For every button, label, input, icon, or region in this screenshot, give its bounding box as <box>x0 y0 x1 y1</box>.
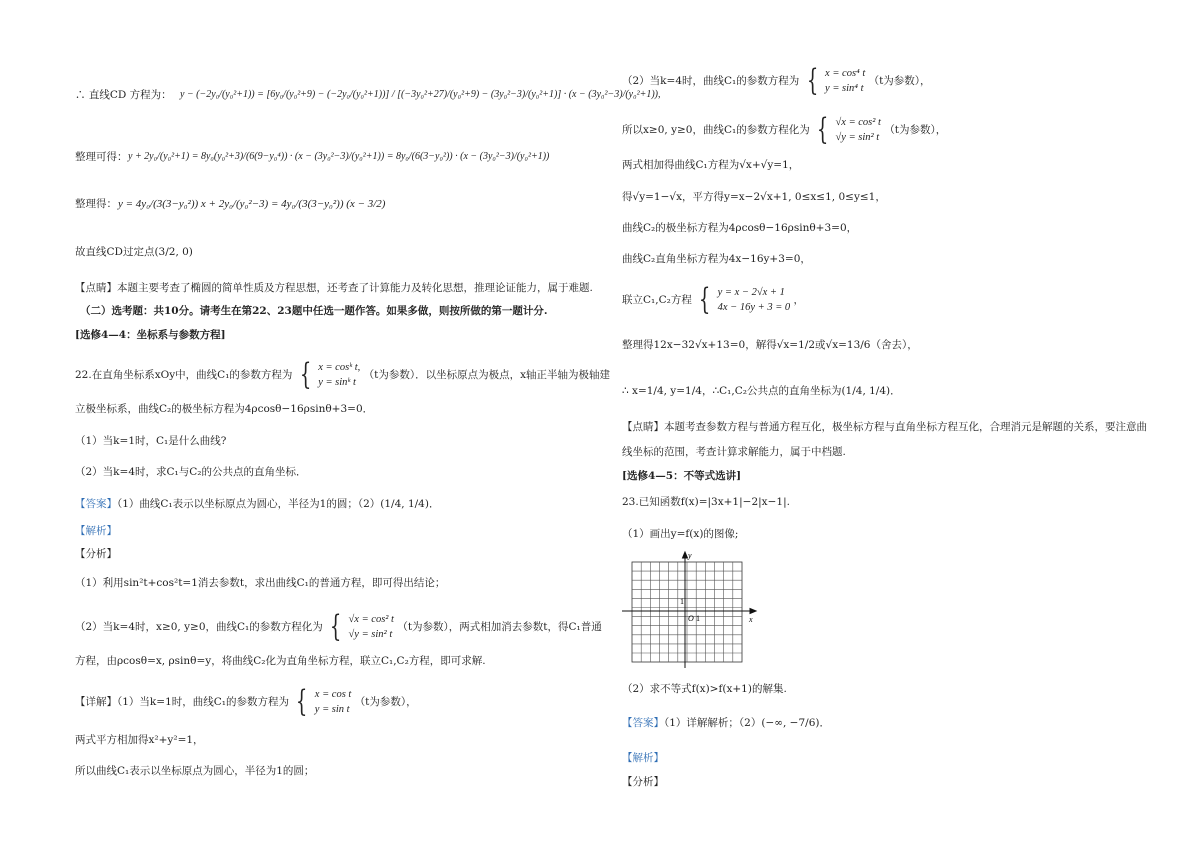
detail-part1-b: （t为参数）， <box>354 696 417 708</box>
brace-icon: { <box>806 63 818 98</box>
q23-part1: （1）画出y=f(x)的图像; <box>622 528 739 540</box>
q23-stem: 23.已知函数f(x)=|3x+1|−2|x−1|. <box>622 496 790 508</box>
r-solve-sqrt: 整理得12x−32√x+13=0，解得√x=1/2或√x=13/6（舍去）， <box>622 339 918 351</box>
y-arrow-icon <box>683 552 688 558</box>
q22-sys-row2: y = sinᵏ t <box>318 377 356 388</box>
r-transform-b: （t为参数）， <box>884 124 947 136</box>
brace-icon: { <box>816 112 829 147</box>
r-param-system-2 <box>836 115 881 145</box>
r-comment-1: 【点睛】本题考查参数方程与普通方程互化，极坐标方程与直角坐标方程互化，合理消元是解题的关系，要注意曲 <box>622 421 1147 433</box>
r-sys2-row1: √x = cos² t <box>835 117 881 128</box>
detail-part1 <box>75 684 417 719</box>
q22-stem-line2: 立极坐标系，曲线C₂的极坐标方程为4ρcosθ−16ρsinθ+3=0． <box>75 403 374 415</box>
r-part2-b: （t为参数）， <box>868 75 931 87</box>
r-simul-row1: y = x − 2√x + 1 <box>717 287 785 298</box>
q23-answer <box>622 716 830 730</box>
brace-icon: { <box>698 282 711 317</box>
r-simul-system <box>718 285 791 315</box>
r-simultaneous <box>622 282 805 317</box>
elective-section-heading: （二）选考题：共10分。请考生在第22、23题中任选一题作答。如果多做，则按所做的第一题计分. <box>80 305 548 317</box>
x-unit-label: 1 <box>696 614 700 623</box>
detail-sum-squares: 两式平方相加得x²+y²=1， <box>75 734 204 746</box>
axes <box>622 552 756 668</box>
r-sys2-row2: √y = sin² t <box>835 132 880 143</box>
r-simul-row2: 4x − 16y + 3 = 0 <box>717 302 791 313</box>
cd-line-equation: y − (−2y₀/(y₀²+1)) = [6y₀/(y₀²+9) − (−2y₀/(y₀²+1))] / [(−3y₀²+27)/(y₀²+9) − (3y₀²−3)/(y₀²+1)] · (x − (3y₀²−3)/(y₀²+1)), <box>180 89 661 100</box>
r-square-step: 得√y=1−√x，平方得y=x−2√x+1, 0≤x≤1, 0≤y≤1， <box>622 191 886 203</box>
q22-param-system <box>318 360 360 390</box>
r-sys1-row2: y = sin⁴ t <box>825 83 864 94</box>
x-arrow-icon <box>750 609 756 614</box>
q22-sys-row1: x = cosᵏ t, <box>318 362 361 373</box>
q22-part1: （1）当k=1时，C₁是什么曲线? <box>75 435 227 447</box>
q22-part2: （2）当k=4时，求C₁与C₂的公共点的直角坐标． <box>75 466 307 478</box>
y-unit-label: 1 <box>680 597 684 606</box>
grid-lines <box>632 562 742 662</box>
detail-part1-a: 【详解】（1）当k=1时，曲线C₁的参数方程为 <box>75 696 290 708</box>
r-sys1-row1: x = cos⁴ t <box>825 68 866 79</box>
answer-text: （1）曲线C₁表示以坐标原点为圆心，半径为1的圆；（2）(1/4, 1/4)． <box>117 498 440 510</box>
detail-sys-row2: y = sin t <box>314 704 350 715</box>
r-param-system-1 <box>825 66 865 96</box>
breakdown-part2-cont: 方程，由ρcosθ=x, ρsinθ=y，将曲线C₂化为直角坐标方程，联立C₁,C₂方程，即可求解. <box>75 655 486 667</box>
r-transform-a: 所以x≥0, y≥0，曲线C₁的参数方程化为 <box>622 124 810 136</box>
detail-circle-conclusion: 所以曲线C₁表示以坐标原点为圆心，半径为1的圆； <box>75 765 315 777</box>
simplify-equation-1: y + 2y₀/(y₀²+1) = 8y₀(y₀²+3)/(6(9−y₀⁴)) · (x − (3y₀²−3)/(y₀²+1)) = 8y₀/(6(3−y₀²)) · (x − (3y₀²−3)/(y₀²+1)) <box>128 151 550 162</box>
detail-sys-row1: x = cos t <box>314 689 352 700</box>
fixed-point-conclusion: 故直线CD过定点(3/2, 0) <box>75 246 193 258</box>
r-intersection: ∴ x=1/4, y=1/4，∴C₁,C₂公共点的直角坐标为(1/4, 1/4)． <box>622 385 901 397</box>
axis-x-label: x <box>749 615 753 624</box>
axis-y-label: y <box>688 551 692 560</box>
breakdown-tag: 【分析】 <box>75 548 117 560</box>
q22-answer <box>75 497 439 511</box>
r-part2-a: （2）当k=4时，曲线C₁的参数方程为 <box>622 75 800 87</box>
answer-tag: 【答案】 <box>622 717 664 729</box>
simplify-equation-2: y = 4y₀/(3(3−y₀²)) x + 2y₀/(y₀²−3) = 4y₀/(3(3−y₀²)) (x − 3/2) <box>118 198 386 210</box>
breakdown-part2-a: （2）当k=4时，x≥0, y≥0，曲线C₁的参数方程化为 <box>75 621 323 633</box>
breakdown-part2 <box>75 609 602 644</box>
origin-label: O <box>688 614 694 623</box>
r-simul-a: 联立C₁,C₂方程 <box>622 294 692 306</box>
detail-param-system <box>315 687 352 717</box>
simplify-label-2: 整理得： <box>75 198 117 210</box>
brace-icon: { <box>299 357 312 392</box>
breakdown-part1: （1）利用sin²t+cos²t=1消去参数t，求出曲线C₁的普通方程，即可得出结论； <box>75 577 446 589</box>
q22-stem-b: （t为参数）．以坐标原点为极点，x轴正半轴为极轴建 <box>363 369 611 381</box>
simplify-label-1: 整理可得： <box>75 151 128 163</box>
r-comment-2: 线坐标的范围，考查计算求解能力，属于中档题. <box>622 446 846 458</box>
q23-part2: （2）求不等式f(x)>f(x+1)的解集. <box>622 683 787 695</box>
breakdown-sys-row2: √y = sin² t <box>348 629 393 640</box>
brace-icon: { <box>296 684 308 719</box>
answer-text: （1）详解解析；（2）(−∞, −7/6)． <box>664 717 830 729</box>
r-simul-b: ， <box>793 294 805 306</box>
r-add-equations: 两式相加得曲线C₁方程为√x+√y=1， <box>622 159 800 171</box>
r-part2-param <box>622 63 931 98</box>
elective-45-heading: [选修4—5：不等式选讲] <box>622 470 742 482</box>
breakdown-param-system <box>349 612 394 642</box>
cd-line-label: ∴ 直线CD 方程为： <box>75 89 172 101</box>
q22-stem-a: 22.在直角坐标系xOy中，曲线C₁的参数方程为 <box>75 369 293 381</box>
r-c2-cartesian: 曲线C₂直角坐标方程为4x−16y+3=0， <box>622 253 811 265</box>
answer-tag: 【答案】 <box>75 498 117 510</box>
r-c2-polar: 曲线C₂的极坐标方程为4ρcosθ−16ρsinθ+3=0， <box>622 222 858 234</box>
r-param-transform <box>622 112 947 147</box>
brace-icon: { <box>329 609 342 644</box>
analysis-tag: 【解析】 <box>75 525 117 537</box>
q22-stem-line1 <box>75 357 611 392</box>
comment-ellipse: 【点睛】本题主要考查了椭圆的简单性质及方程思想，还考查了计算能力及转化思想，推理论证能力，属于难题. <box>75 282 593 294</box>
breakdown-part2-b: （t为参数），两式相加消去参数t，得C₁普通 <box>397 621 602 633</box>
breakdown-sys-row1: √x = cos² t <box>348 614 394 625</box>
graph-grid-svg <box>622 550 762 670</box>
analysis-tag: 【解析】 <box>622 752 664 764</box>
breakdown-tag: 【分析】 <box>622 776 664 788</box>
blank-graph-grid <box>622 550 762 670</box>
elective-44-heading: [选修4—4：坐标系与参数方程] <box>75 329 226 341</box>
